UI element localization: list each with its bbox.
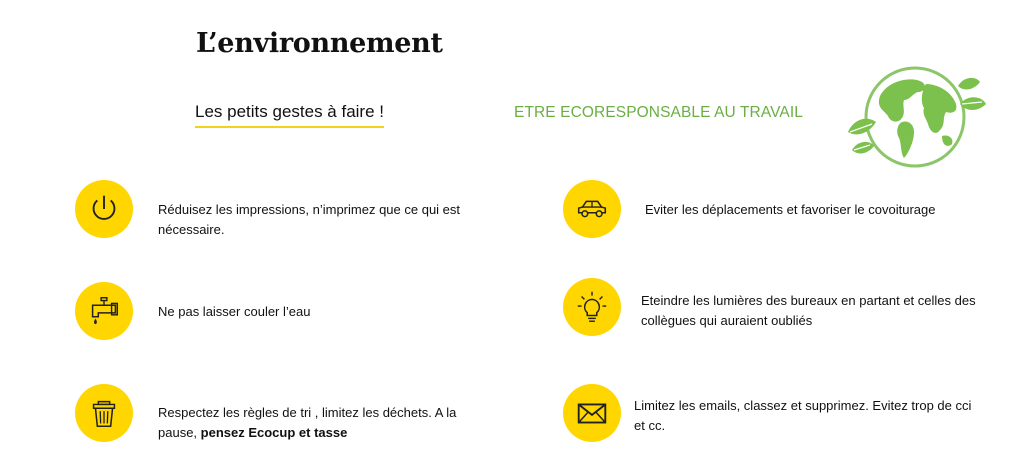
item-text-impressions: Réduisez les impressions, n’imprimez que ce qui est nécessaire. xyxy=(158,202,461,237)
power-icon-circle xyxy=(75,180,133,238)
trash-icon-circle xyxy=(75,384,133,442)
page-title: L’environnement xyxy=(196,28,443,59)
item-text-lumieres: Eteindre les lumières des bureaux en partant et celles des collègues qui auraient oubliés xyxy=(641,293,976,328)
item-text-eau: Ne pas laisser couler l’eau xyxy=(158,304,311,319)
lightbulb-icon xyxy=(573,288,611,326)
subtitle: Les petits gestes à faire ! xyxy=(195,102,384,128)
power-icon xyxy=(85,190,123,228)
envelope-icon-circle xyxy=(563,384,621,442)
item-text-tri-bold: pensez Ecocup et tasse xyxy=(200,425,348,440)
item-text-tri xyxy=(158,403,488,443)
item-text-tri-normal: Respectez les règles de tri , limitez les déchets. A la pause, xyxy=(158,405,457,440)
car-icon xyxy=(573,190,611,228)
item-text-emails: Limitez les emails, classez et supprimez. Evitez trop de cci et cc. xyxy=(634,398,972,433)
car-icon-circle xyxy=(563,180,621,238)
trash-bin-icon xyxy=(85,394,123,432)
faucet-icon xyxy=(85,292,123,330)
faucet-icon-circle xyxy=(75,282,133,340)
envelope-icon xyxy=(573,394,611,432)
item-text-deplacements: Eviter les déplacements et favoriser le covoiturage xyxy=(645,202,936,217)
globe-leaves-icon xyxy=(842,66,988,172)
lightbulb-icon-circle xyxy=(563,278,621,336)
eco-title: ETRE ECORESPONSABLE AU TRAVAIL xyxy=(514,104,803,121)
